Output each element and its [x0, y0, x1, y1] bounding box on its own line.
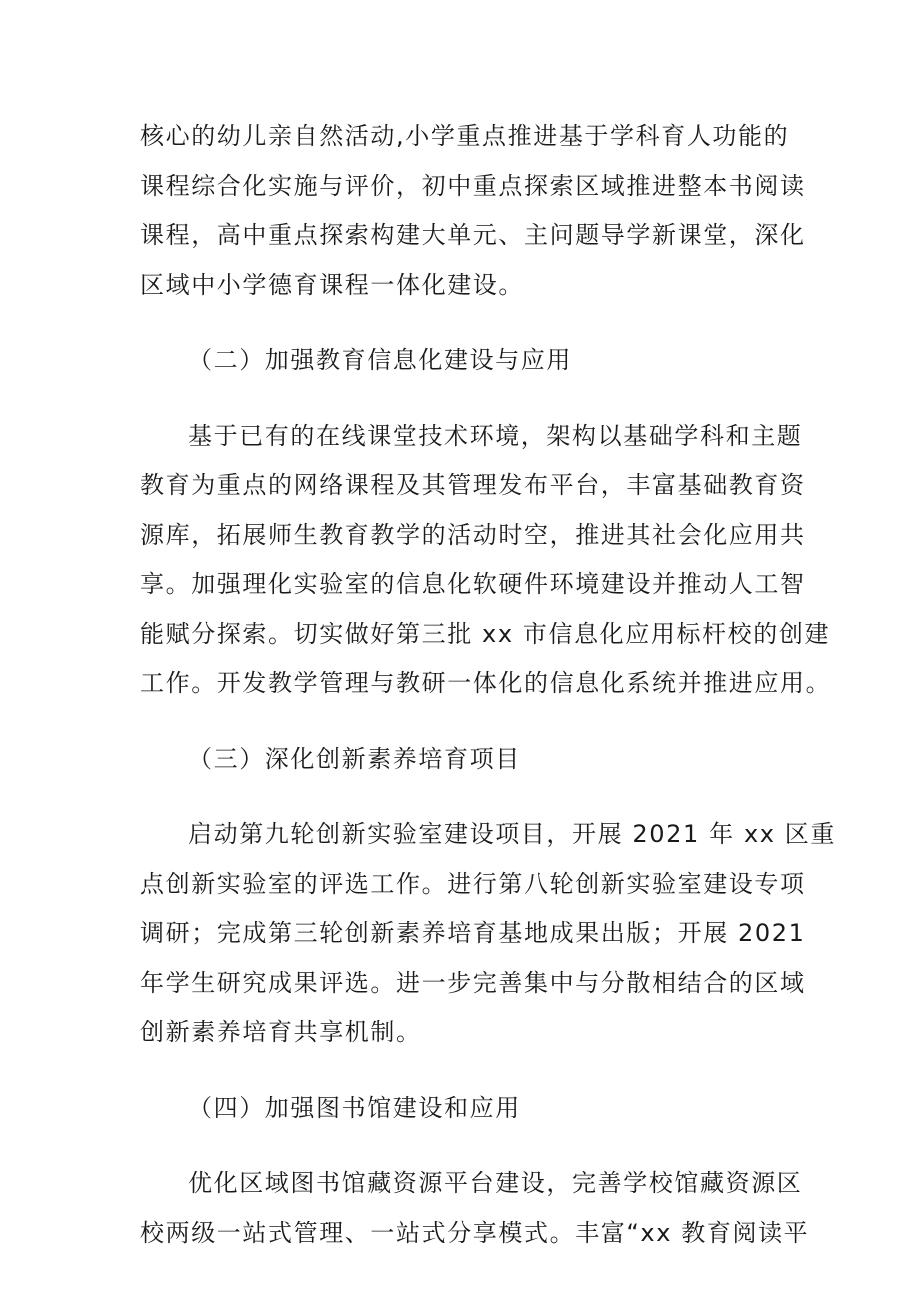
text-line: 调研；完成第三轮创新素养培育基地成果出版；开展 2021	[140, 919, 806, 947]
paragraph-gap	[140, 1133, 784, 1159]
text-line: 享。加强理化实验室的信息化软硬件环境建设并推动人工智	[140, 570, 806, 598]
paragraph-gap	[140, 709, 784, 735]
text-line: 创新素养培育共享机制。	[140, 1018, 422, 1046]
text-line: 教育为重点的网络课程及其管理发布平台，丰富基础教育资	[140, 471, 806, 499]
text-line: 能赋分探索。切实做好第三批 xx 市信息化应用标杆校的创建	[140, 619, 831, 648]
text-line: 点创新实验室的评选工作。进行第八轮创新实验室建设专项	[140, 869, 806, 898]
paragraph-innovation	[140, 810, 836, 1058]
document-body	[140, 112, 836, 1258]
paragraph-gap	[140, 310, 784, 336]
section-heading-innovation: （三）深化创新素养培育项目	[188, 744, 521, 773]
text-line: 工作。开发教学管理与教研一体化的信息化系统并推进应用。	[140, 669, 832, 697]
text-line: 优化区域图书馆藏资源平台建设，完善学校馆藏资源区	[188, 1169, 803, 1197]
text-line: 区域中小学德育课程一体化建设。	[140, 270, 524, 299]
paragraph-gap	[140, 784, 784, 810]
text-line: 源库，拓展师生教育教学的活动时空，推进其社会化应用共	[140, 520, 806, 549]
text-line: 启动第九轮创新实验室建设项目，开展 2021 年 xx 区重	[188, 820, 836, 848]
paragraph-gap	[140, 1058, 784, 1084]
paragraph-gap	[140, 386, 784, 412]
text-line: 年学生研究成果评选。进一步完善集中与分散相结合的区域	[140, 968, 806, 997]
text-line: 课程综合化实施与评价，初中重点探索区域推进整本书阅读	[140, 171, 806, 200]
paragraph-informatization	[140, 412, 832, 709]
text-line: 课程，高中重点探索构建大单元、主问题导学新课堂，深化	[140, 221, 806, 249]
text-line: 基于已有的在线课堂技术环境，架构以基础学科和主题	[188, 421, 803, 450]
paragraph-library	[140, 1159, 810, 1258]
text-line: 核心的幼儿亲自然活动,小学重点推进基于学科育人功能的	[140, 122, 790, 150]
section-heading-library: （四）加强图书馆建设和应用	[188, 1093, 521, 1122]
text-line: 校两级一站式管理、一站式分享模式。丰富“xx 教育阅读平	[140, 1218, 810, 1247]
paragraph-curriculum-integration	[140, 112, 806, 310]
section-heading-informatization: （二）加强教育信息化建设与应用	[188, 346, 572, 374]
